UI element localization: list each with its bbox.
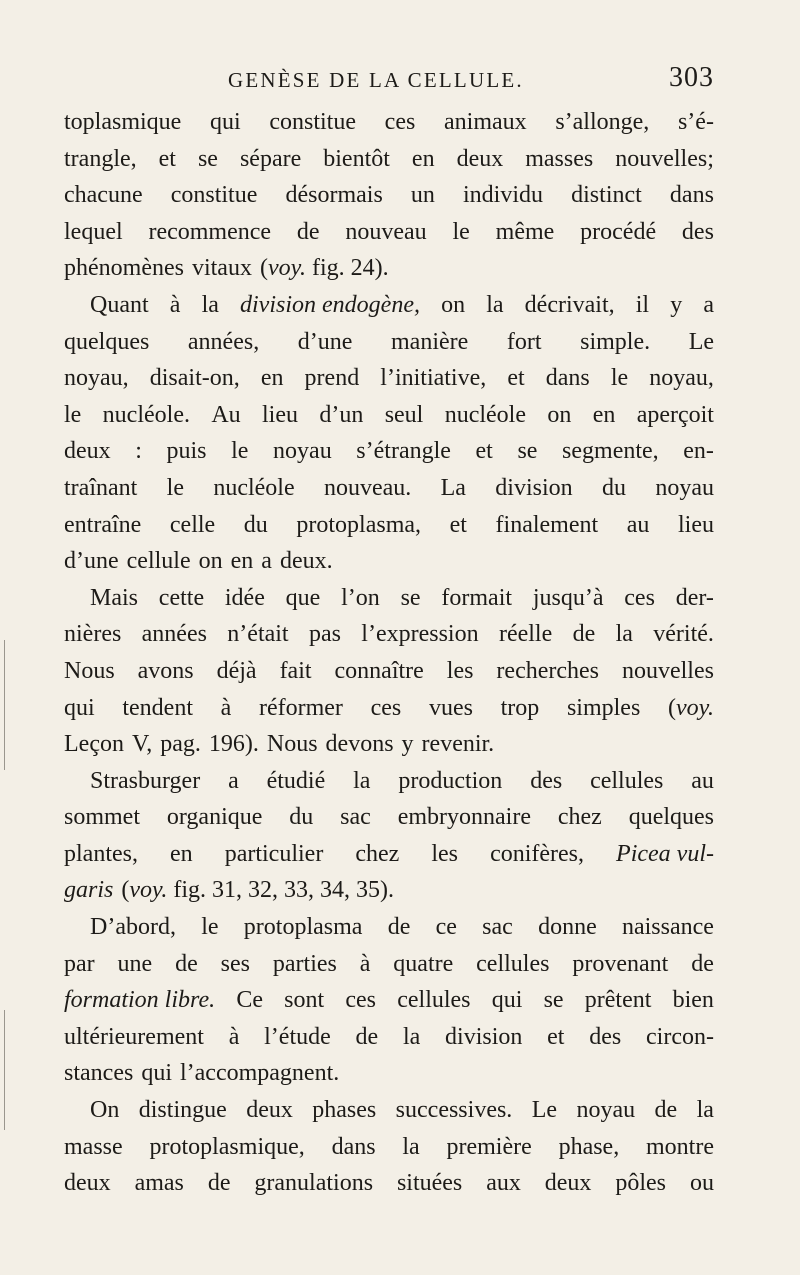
word: noyau, [64,365,129,392]
word: parties [272,950,337,977]
word: réformer [258,694,343,721]
running-head [64,62,714,96]
word: noyau [576,1097,636,1124]
word: le [201,914,219,941]
word: les [431,840,459,867]
text-line [64,141,714,178]
word: Le [688,328,714,355]
word: n’était [227,621,289,648]
word: ces [370,694,402,721]
word: granulations [254,1170,374,1197]
word: finalement [495,511,599,538]
word: bien [672,987,714,1014]
text-line [64,946,714,983]
word: sont [284,987,325,1014]
word: de [654,1097,678,1124]
word: lequel [64,218,123,245]
text-line [64,507,714,544]
word: s’allonge, [555,109,650,135]
word: division endogène, [240,291,420,318]
word: revenir. [421,731,495,758]
word: deux [246,1097,293,1124]
word: recherches [496,657,600,684]
text-line [64,470,714,507]
word: distingue [138,1097,227,1124]
word: la [486,291,504,318]
word: d’un [319,401,364,428]
word: deux [456,145,504,172]
word: prêtent [584,987,652,1014]
text-line [64,177,714,214]
word: der- [675,584,714,611]
word: prend [304,365,360,392]
word: bientôt [323,145,390,172]
word: avons [137,657,194,684]
word: quelques [64,328,150,355]
text-line [64,872,714,909]
word: à [220,694,232,721]
text-line [64,653,714,690]
word: de [207,1170,231,1197]
word: de [387,914,411,941]
page-edge-line [4,1010,5,1130]
word: Au [211,401,241,428]
word: pas [308,621,341,648]
word: segmente, [562,438,659,465]
word: et [547,1023,565,1050]
word: vitaux [191,255,252,282]
word: en [592,401,616,428]
text-line [64,250,714,287]
word: conifères, [490,840,585,867]
word: vues [428,694,473,721]
word: cette [158,584,205,611]
word: la [402,1023,421,1050]
word: donne [538,914,597,941]
word: ou [689,1170,714,1197]
word: du [243,511,268,538]
word: trangle, [64,145,137,172]
word: des [681,218,714,245]
word: désormais [285,182,383,209]
word: plantes, [64,840,138,867]
word: quelques [628,804,714,831]
word: pôles [615,1170,667,1197]
word: lieu [262,401,298,428]
word: les [446,657,474,684]
word: l’étude [264,1023,331,1050]
word: simple. [580,328,651,355]
word: a [703,291,714,318]
word: au [626,511,650,538]
word: y [670,291,683,318]
word: qui [64,694,95,721]
word: cellules [476,950,550,977]
word: Mais [90,584,138,611]
word: sac [482,914,513,941]
word: il [635,291,650,318]
text-line [64,397,714,434]
word: sépare [239,145,302,172]
word: individu [463,182,544,209]
word: (voy. [667,694,714,721]
word: dans [545,365,590,392]
text-line [64,1129,714,1166]
text-line [64,836,714,873]
word: embryonnaire [397,804,531,831]
word: V, [131,731,153,758]
word: de [355,1023,379,1050]
word: simples [566,694,641,721]
word: traînant [64,474,138,501]
word: en- [683,438,714,465]
word: le [610,365,629,392]
word: des [530,767,563,794]
page-edge-line [4,640,5,770]
word: de [175,950,198,977]
word: montre [646,1133,714,1160]
word: formait [441,584,513,611]
word: qui [210,109,241,135]
word: à [359,950,371,977]
word: à [169,291,181,318]
word: se [517,438,538,465]
word: la [615,621,633,648]
word: lieu [678,511,714,538]
word: puis [166,438,207,465]
word: qui [141,1060,172,1087]
word: déjà [216,657,257,684]
text-line [64,726,714,763]
word: On [90,1097,120,1124]
word: protoplasmique, [149,1133,305,1160]
word: ces [345,987,377,1014]
text-line [64,214,714,251]
word: distinct [571,182,642,209]
word: ces [384,109,416,135]
word: (voy. fig. 24). [259,255,389,282]
text-line [64,580,714,617]
word: connaître [334,657,424,684]
word: pag. [160,731,201,758]
word: l’initiative, [380,365,487,392]
word: Strasburger [90,767,201,794]
word: organique [166,804,263,831]
word: deux [64,1170,111,1197]
word: seul [384,401,424,428]
word: la [201,291,219,318]
word: aperçoit [636,401,714,428]
word: vérité. [653,621,714,648]
text-line [64,909,714,946]
word: le [166,474,184,501]
text-line [64,1019,714,1056]
text-line [64,616,714,653]
word: même [495,218,555,245]
word: s’é- [677,109,714,135]
word: D’abord, [90,914,176,941]
word: en [411,145,435,172]
word: : [135,438,142,465]
word: nouveau [345,218,427,245]
word: deux. [279,548,333,575]
word: chez [355,840,400,867]
word: nières [64,621,122,648]
word: nouvelles [621,657,714,684]
word: jusqu’à [532,584,604,611]
word: Leçon [64,731,124,758]
word: nouveau. [323,474,412,501]
text-line [64,543,714,580]
word: à [228,1023,240,1050]
word: celle [169,511,216,538]
word: tendent [122,694,193,721]
text-line [64,690,714,727]
word: particulier [224,840,324,867]
body-text [64,104,714,1202]
word: nucléole. [102,401,190,428]
word: fait [279,657,312,684]
word: du [289,804,314,831]
word: nucléole [213,474,295,501]
word: a [261,548,272,575]
text-line [64,324,714,361]
word: (voy. fig. 31, 32, 33, 34, 35). [121,877,394,904]
word: une [117,950,153,977]
word: dans [669,182,714,209]
word: La [440,474,466,501]
word: protoplasma, [296,511,422,538]
word: que [285,584,321,611]
word: l’expression [361,621,479,648]
word: nouvelles; [615,145,714,172]
word: de [691,950,714,977]
word: protoplasma [243,914,363,941]
word: production [398,767,503,794]
word: années, [187,328,260,355]
text-line [64,1055,714,1092]
word: Nous [266,731,318,758]
word: Nous [64,657,115,684]
word: masses [525,145,594,172]
text-line [64,1165,714,1202]
word: manière [391,328,469,355]
word: se [543,987,564,1014]
word: ultérieurement [64,1023,204,1050]
text-line [64,287,714,324]
word: stances [64,1060,134,1087]
word: constitue [170,182,258,209]
word: d’une [297,328,353,355]
word: quatre [393,950,454,977]
word: années [141,621,207,648]
word: d’une [64,548,119,575]
word: ces [624,584,655,611]
word: au [691,767,714,794]
word: devons [325,731,394,758]
word: on [198,548,223,575]
word: disait-on, [149,365,240,392]
word: du [601,474,626,501]
word: cellules [590,767,664,794]
word: recommence [148,218,272,245]
word: phase, [558,1133,620,1160]
word: qui [491,987,523,1014]
word: on [441,291,466,318]
word: aux [486,1170,521,1197]
word: noyau [273,438,332,465]
word: circon- [646,1023,714,1050]
word: amas [134,1170,184,1197]
word: des [589,1023,622,1050]
word: toplasmique [64,109,182,135]
word: garis [64,877,114,904]
word: de [572,621,596,648]
word: s’étrangle [356,438,451,465]
word: a [228,767,239,794]
word: y [401,731,414,758]
word: le [452,218,470,245]
text-line [64,799,714,836]
word: 196). [208,731,259,758]
page-number: 303 [669,62,714,93]
word: Quant [90,291,149,318]
word: provenant [572,950,669,977]
word: la [696,1097,714,1124]
word: le [231,438,249,465]
word: animaux [444,109,527,135]
word: nucléole [444,401,526,428]
text-line [64,104,714,141]
word: par [64,950,95,977]
word: deux [544,1170,592,1197]
word: idée [224,584,265,611]
word: sommet [64,804,140,831]
word: la [353,767,371,794]
word: noyau [655,474,714,501]
word: dans [331,1133,376,1160]
text-line [64,982,714,1019]
word: formation libre. [64,987,216,1014]
word: se [400,584,421,611]
word: se [197,145,218,172]
word: étudié [266,767,326,794]
word: division [495,474,573,501]
word: sac [340,804,371,831]
text-line [64,360,714,397]
word: première [446,1133,532,1160]
word: constitue [269,109,356,135]
word: et [507,365,525,392]
word: ses [220,950,250,977]
word: Le [531,1097,558,1124]
word: et [475,438,493,465]
word: décrivait, [524,291,615,318]
word: phénomènes [64,255,184,282]
word: entraîne [64,511,142,538]
word: phases [312,1097,377,1124]
word: la [402,1133,420,1160]
word: successives. [395,1097,513,1124]
word: noyau, [649,365,714,392]
word: en [230,548,254,575]
word: cellules [397,987,471,1014]
word: Ce [236,987,263,1014]
word: deux [64,438,111,465]
word: Picea vul- [616,840,714,867]
word: réelle [498,621,553,648]
word: en [170,840,193,867]
word: fort [506,328,542,355]
word: masse [64,1133,123,1160]
word: le [64,401,82,428]
word: et [158,145,176,172]
word: chacune [64,182,143,209]
word: naissance [621,914,714,941]
word: en [260,365,284,392]
word: de [296,218,320,245]
word: chez [557,804,602,831]
word: l’accompagnent. [179,1060,340,1087]
word: et [449,511,467,538]
word: un [410,182,435,209]
word: trop [500,694,540,721]
word: situées [396,1170,463,1197]
word: l’on [341,584,380,611]
text-line [64,763,714,800]
word: cellule [126,548,191,575]
word: division [445,1023,523,1050]
word: procédé [580,218,657,245]
word: ce [435,914,457,941]
text-line [64,433,714,470]
text-line [64,1092,714,1129]
word: on [547,401,572,428]
running-title: GENÈSE DE LA CELLULE. [228,68,524,92]
